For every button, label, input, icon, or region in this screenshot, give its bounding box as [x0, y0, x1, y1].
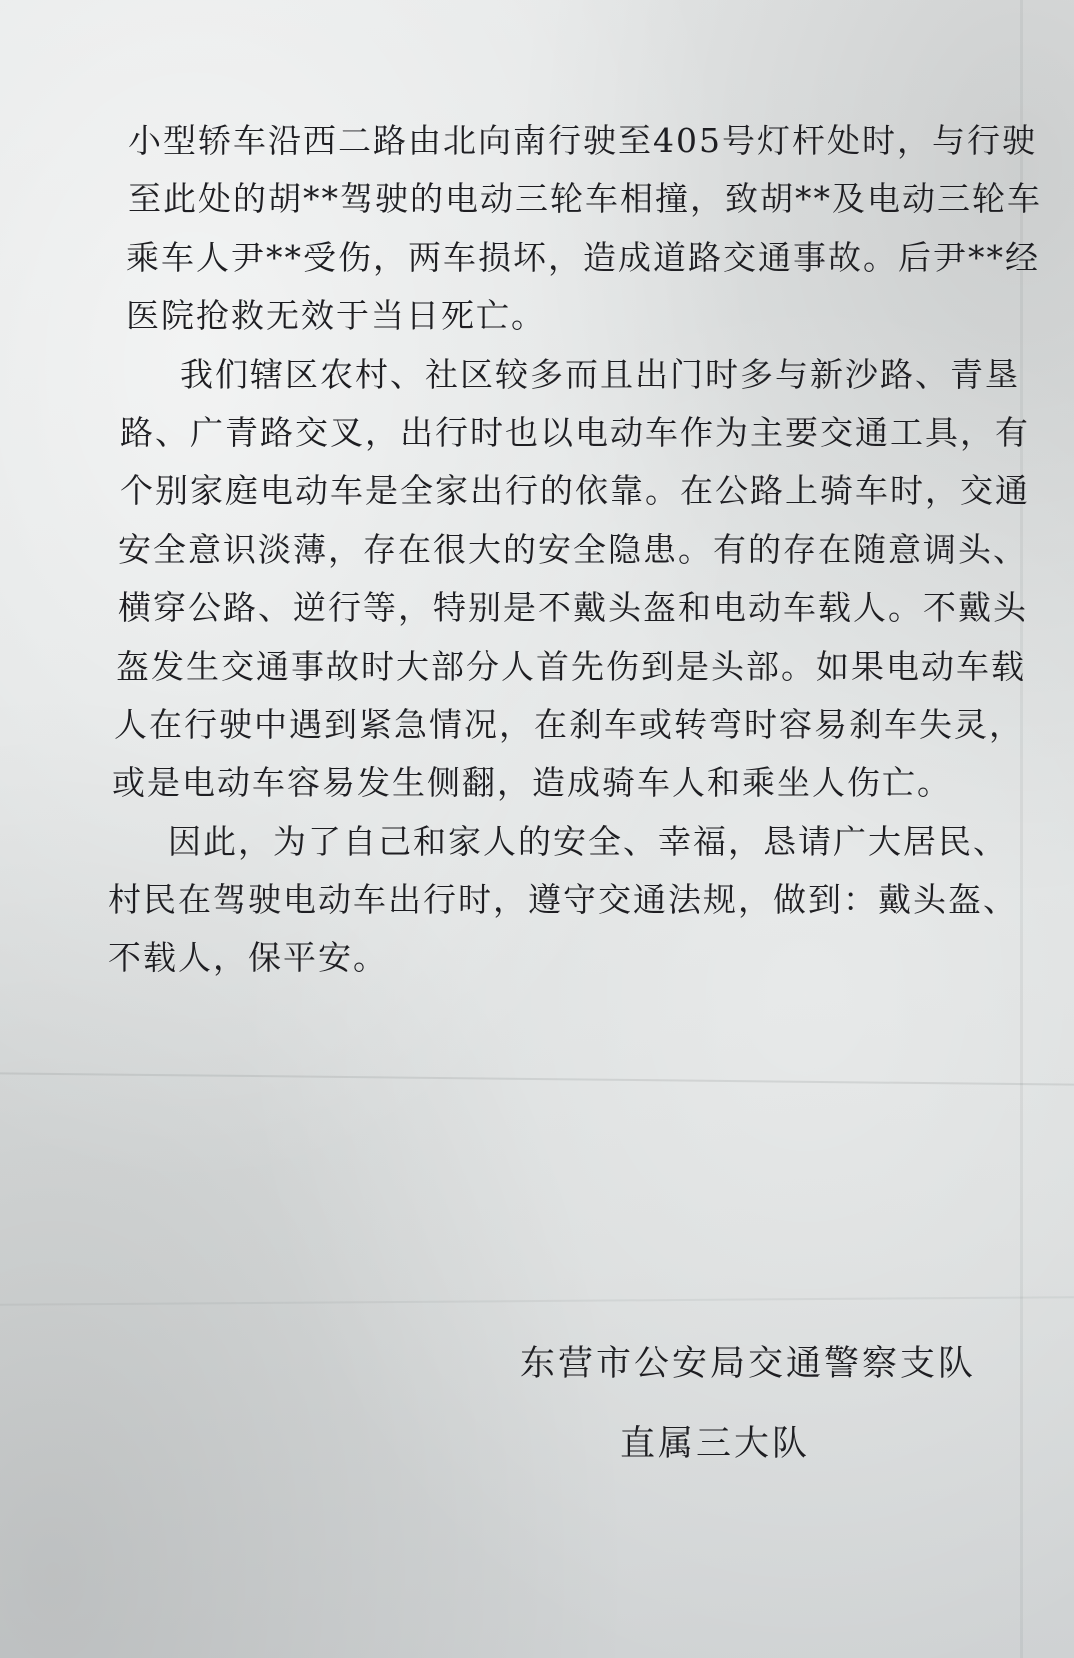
body-line: 不载人，保平安。 [108, 938, 388, 978]
issuing-organization: 东营市公安局交通警察支队 [520, 1344, 977, 1384]
body-line: 或是电动车容易发生侧翻，造成骑车人和乘坐人伤亡。 [112, 763, 952, 803]
body-line: 我们辖区农村、社区较多而且出门时多与新沙路、青垦 [180, 354, 1020, 394]
paper-crease [0, 1072, 1074, 1085]
body-line: 至此处的胡**驾驶的电动三轮车相撞，致胡**及电动三轮车 [128, 179, 1042, 219]
issuing-unit: 直属三大队 [620, 1424, 811, 1464]
body-line: 乘车人尹**受伤，两车损坏，造成道路交通事故。后尹**经 [126, 237, 1040, 277]
body-line: 人在行驶中遇到紧急情况，在刹车或转弯时容易刹车失灵， [114, 704, 1024, 744]
body-line: 横穿公路、逆行等，特别是不戴头盔和电动车载人。不戴头 [118, 588, 1028, 628]
body-line: 医院抢救无效于当日死亡。 [126, 296, 546, 336]
signature-block [520, 1336, 990, 1466]
body-line: 小型轿车沿西二路由北向南行驶至405号灯杆处时，与行驶 [128, 121, 1037, 160]
body-line: 路、广青路交叉，出行时也以电动车作为主要交通工具，有 [120, 412, 1030, 452]
notice-body [108, 112, 1042, 988]
body-line: 盔发生交通事故时大部分人首先伤到是头部。如果电动车载 [116, 646, 1026, 686]
body-line: 个别家庭电动车是全家出行的依靠。在公路上骑车时，交通 [120, 471, 1030, 511]
body-line: 安全意识淡薄，存在很大的安全隐患。有的存在随意调头、 [118, 529, 1028, 569]
paper-crease [0, 1296, 1074, 1305]
body-line: 村民在驾驶电动车出行时，遵守交通法规，做到：戴头盔、 [108, 880, 1018, 920]
body-line: 因此，为了自己和家人的安全、幸福，恳请广大居民、 [168, 821, 1008, 861]
